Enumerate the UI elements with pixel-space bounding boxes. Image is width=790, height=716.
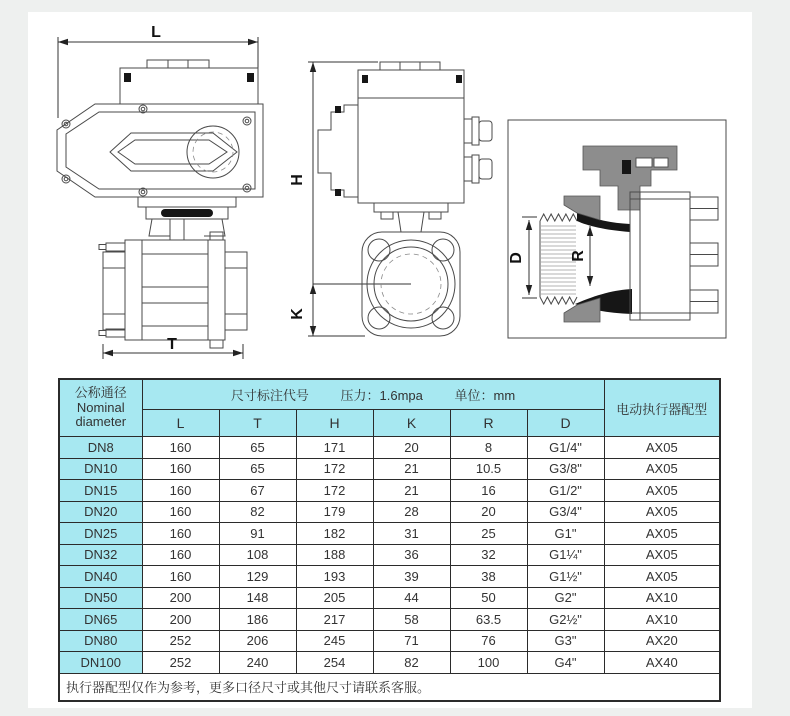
table-header [59,379,720,437]
value-cell: 76 [450,630,527,652]
value-cell: 21 [373,458,450,480]
value-cell: 206 [219,630,296,652]
value-cell: G2" [527,587,604,609]
table-row [59,437,720,459]
value-cell: 108 [219,544,296,566]
front-view-drawing [57,24,263,359]
value-cell: 160 [142,544,219,566]
value-cell: G1" [527,523,604,545]
value-cell: 160 [142,437,219,459]
table-row [59,609,720,631]
dn-cell: DN80 [59,630,142,652]
value-cell: 36 [373,544,450,566]
table-row [59,652,720,674]
nominal-line-en2: diameter [75,414,127,430]
dims-caption-text: 尺寸标注代号 [230,388,309,403]
spec-table [58,378,721,702]
value-cell: 20 [450,501,527,523]
col-header-dim-L: L [142,410,219,437]
dim-T-label: T [167,336,177,353]
col-header-dimensions-caption [142,379,604,410]
value-cell: 8 [450,437,527,459]
value-cell: 10.5 [450,458,527,480]
value-cell: 58 [373,609,450,631]
value-cell: AX10 [604,587,720,609]
value-cell: 160 [142,523,219,545]
col-header-actuator-model: 电动执行器配型 [604,379,720,437]
value-cell: 252 [142,630,219,652]
dn-cell: DN25 [59,523,142,545]
value-cell: 160 [142,480,219,502]
dim-R-label: R [570,250,587,262]
value-cell: 252 [142,652,219,674]
col-header-dim-T: T [219,410,296,437]
nominal-line-cn: 公称通径 [74,385,127,401]
screw-icons [62,105,251,196]
table-body [59,437,720,674]
value-cell: AX05 [604,501,720,523]
dim-L-label: L [151,24,161,41]
value-cell: 200 [142,609,219,631]
dim-K-label: K [289,308,306,320]
table-row [59,566,720,588]
value-cell: AX20 [604,630,720,652]
dn-cell: DN50 [59,587,142,609]
table-row [59,480,720,502]
value-cell: 39 [373,566,450,588]
dn-cell: DN100 [59,652,142,674]
value-cell: G2½" [527,609,604,631]
value-cell: AX05 [604,544,720,566]
table-row [59,630,720,652]
table-row [59,523,720,545]
value-cell: AX40 [604,652,720,674]
col-header-dim-R: R [450,410,527,437]
cable-gland-icons [464,117,492,183]
value-cell: 186 [219,609,296,631]
value-cell: 16 [450,480,527,502]
value-cell: G3" [527,630,604,652]
dn-cell: DN40 [59,566,142,588]
col-header-nominal-diameter [59,379,142,437]
table-footnote: 执行器配型仅作为参考，更多口径尺寸或其他尺寸请联系客服。 [59,673,720,701]
dim-H-label: H [289,174,306,186]
value-cell: 31 [373,523,450,545]
value-cell: 188 [296,544,373,566]
value-cell: AX05 [604,437,720,459]
value-cell: 71 [373,630,450,652]
value-cell: 254 [296,652,373,674]
value-cell: 65 [219,437,296,459]
value-cell: 245 [296,630,373,652]
value-cell: 217 [296,609,373,631]
table-row [59,544,720,566]
dn-cell: DN20 [59,501,142,523]
value-cell: G1½" [527,566,604,588]
dn-cell: DN15 [59,480,142,502]
value-cell: 148 [219,587,296,609]
value-cell: 160 [142,566,219,588]
value-cell: G3/4" [527,501,604,523]
value-cell: AX05 [604,523,720,545]
value-cell: 44 [373,587,450,609]
value-cell: 28 [373,501,450,523]
value-cell: 240 [219,652,296,674]
value-cell: G4" [527,652,604,674]
value-cell: 160 [142,458,219,480]
value-cell: 63.5 [450,609,527,631]
section-view-drawing [508,120,726,338]
dim-D-label: D [508,252,525,264]
value-cell: 50 [450,587,527,609]
value-cell: 160 [142,501,219,523]
value-cell: AX10 [604,609,720,631]
value-cell: G1/4" [527,437,604,459]
col-header-dim-H: H [296,410,373,437]
table-row [59,587,720,609]
value-cell: 100 [450,652,527,674]
value-cell: G3/8" [527,458,604,480]
value-cell: 25 [450,523,527,545]
table-row [59,458,720,480]
value-cell: 193 [296,566,373,588]
value-cell: 179 [296,501,373,523]
side-view-drawing [289,62,492,336]
value-cell: AX05 [604,566,720,588]
pressure-text: 压力：1.6mpa [340,388,423,403]
value-cell: 82 [219,501,296,523]
value-cell: 21 [373,480,450,502]
dn-cell: DN8 [59,437,142,459]
value-cell: 20 [373,437,450,459]
value-cell: 38 [450,566,527,588]
value-cell: 172 [296,458,373,480]
value-cell: 205 [296,587,373,609]
table-row [59,501,720,523]
dn-cell: DN65 [59,609,142,631]
dn-cell: DN10 [59,458,142,480]
value-cell: 182 [296,523,373,545]
value-cell: 67 [219,480,296,502]
value-cell: 32 [450,544,527,566]
value-cell: AX05 [604,480,720,502]
value-cell: G1/2" [527,480,604,502]
value-cell: 200 [142,587,219,609]
value-cell: 129 [219,566,296,588]
value-cell: 65 [219,458,296,480]
value-cell: 172 [296,480,373,502]
value-cell: 91 [219,523,296,545]
col-header-dim-K: K [373,410,450,437]
value-cell: AX05 [604,458,720,480]
value-cell: G1¼" [527,544,604,566]
col-header-dim-D: D [527,410,604,437]
dn-cell: DN32 [59,544,142,566]
value-cell: 171 [296,437,373,459]
unit-text: 单位：mm [454,388,516,403]
nominal-line-en1: Nominal [76,399,125,415]
value-cell: 82 [373,652,450,674]
